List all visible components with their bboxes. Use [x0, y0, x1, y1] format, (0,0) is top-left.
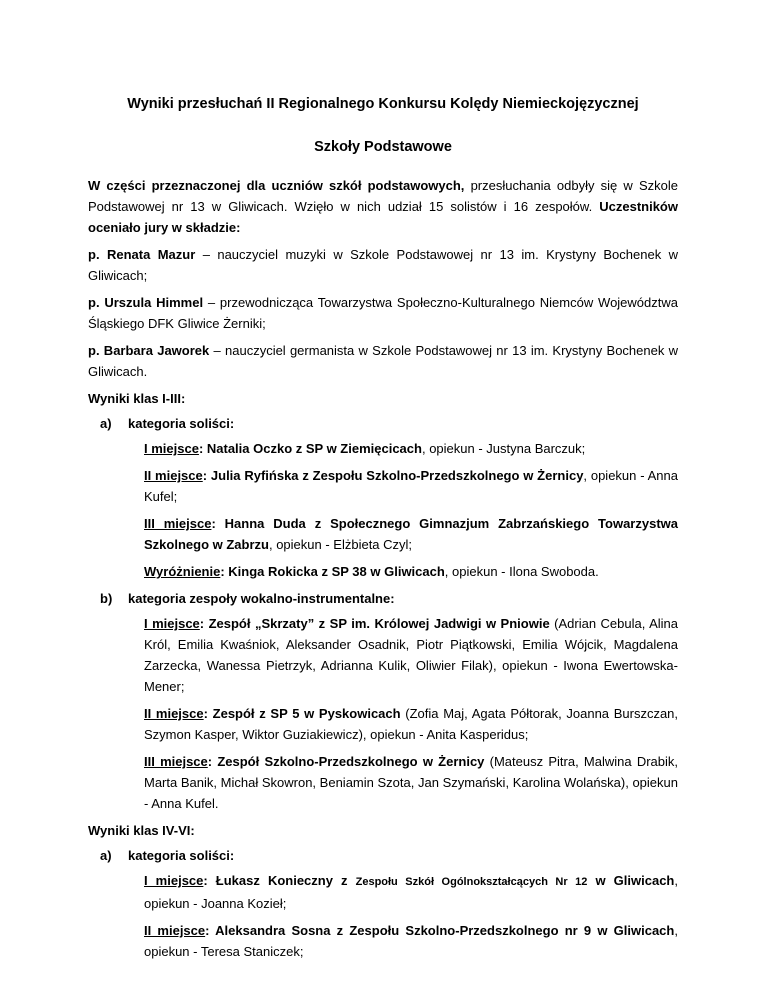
- result-winner: : Aleksandra Sosna z Zespołu Szkolno-Przedszkolnego nr 9 w Gliwicach: [205, 923, 675, 938]
- result-details: , opiekun - Ilona Swoboda.: [444, 564, 599, 579]
- intro-paragraph: [88, 175, 678, 238]
- result-details: , opiekun - Teresa Staniczek;: [144, 923, 678, 959]
- result-entry: [144, 561, 678, 582]
- jury-member-desc: – przewodnicząca Towarzystwa Społeczno-Kulturalnego Niemców Województwa Śląskiego DFK Gliwice Żerniki;: [88, 295, 678, 331]
- result-details: (Mateusz Pitra, Malwina Drabik, Marta Banik, Michał Skowron, Beniamin Szota, Jan Szymański, Karolina Wolańska), opiekun - Anna Kufel.: [144, 754, 679, 811]
- section-heading: Wyniki klas I-III:: [88, 391, 186, 406]
- document-subtitle: Szkoły Podstawowe: [314, 139, 452, 155]
- jury-member-name: p. Barbara Jaworek: [88, 343, 210, 358]
- result-winner: : Hanna Duda z Społecznego Gimnazjum Zabrzańskiego Towarzystwa Szkolnego w Zabrzu: [144, 516, 678, 552]
- result-details: , opiekun - Joanna Kozieł;: [144, 873, 678, 911]
- result-place: II miejsce: [144, 923, 206, 938]
- result-entry: [144, 870, 678, 914]
- result-school-small: Zespołu Szkół Ogólnokształcących Nr 12: [355, 876, 588, 888]
- result-winner: : Zespół Szkolno-Przedszkolnego w Żernicy: [207, 754, 485, 769]
- intro-text: przesłuchania odbyły się w Szkole Podstawowej nr 13 w Gliwicach. Wzięło w nich udział 15 solistów i 16 zespołów.: [88, 178, 678, 214]
- category-heading: [88, 413, 678, 434]
- result-entry: [144, 920, 678, 962]
- section-heading: Wyniki klas IV-VI:: [88, 823, 195, 838]
- result-entry: [144, 513, 678, 555]
- result-entry: [144, 613, 678, 697]
- result-entry: [144, 751, 678, 814]
- jury-member: [88, 244, 678, 286]
- result-place: I miejsce: [144, 873, 204, 888]
- result-details: , opiekun - Anna Kufel;: [144, 468, 678, 504]
- jury-member-name: p. Urszula Himmel: [88, 295, 204, 310]
- result-winner: : Julia Ryfińska z Zespołu Szkolno-Przedszkolnego w Żernicy: [202, 468, 584, 483]
- result-place: II miejsce: [144, 468, 203, 483]
- result-entry: [144, 438, 678, 459]
- category-label: a): [100, 416, 112, 431]
- category-heading: [88, 845, 678, 866]
- result-details: (Adrian Cebula, Alina Król, Emilia Kwaśniok, Aleksander Osadnik, Piotr Piątkowski, Emilia Wójcik, Magdalena Zarzecka, Wanessa Pietrzyk, Adrianna Kulik, Oliwier Filak), opiekun - Iwona Ewertowska-Mener;: [144, 616, 678, 694]
- document-content: [88, 94, 678, 968]
- jury-member-desc: – nauczyciel muzyki w Szkole Podstawowej nr 13 im. Krystyny Bochenek w Gliwicach;: [88, 247, 679, 283]
- category-name: kategoria soliści:: [128, 848, 235, 863]
- category-heading: [88, 588, 678, 609]
- result-place: III miejsce: [144, 516, 212, 531]
- category-name: kategoria zespoły wokalno-instrumentalne:: [128, 591, 395, 606]
- jury-member: [88, 292, 678, 334]
- result-details: (Zofia Maj, Agata Półtorak, Joanna Burszczan, Szymon Kasper, Wiktor Guziakiewicz), opiekun - Anita Kasperidus;: [144, 706, 679, 742]
- result-place: II miejsce: [144, 706, 204, 721]
- result-place: Wyróżnienie: [144, 564, 221, 579]
- result-place: I miejsce: [144, 441, 199, 456]
- document-title: Wyniki przesłuchań II Regionalnego Konkursu Kolędy Niemieckojęzycznej: [127, 96, 639, 112]
- result-place: III miejsce: [144, 754, 208, 769]
- jury-heading: Uczestników oceniało jury w składzie:: [88, 199, 678, 235]
- result-entry: [144, 703, 678, 745]
- jury-member: [88, 340, 678, 382]
- result-details: , opiekun - Elżbieta Czyl;: [268, 537, 413, 552]
- result-winner: : Zespół z SP 5 w Pyskowicach: [203, 706, 401, 721]
- result-entry: [144, 465, 678, 507]
- jury-member-desc: – nauczyciel germanista w Szkole Podstawowej nr 13 im. Krystyny Bochenek w Gliwicach.: [88, 343, 678, 379]
- result-place: I miejsce: [144, 616, 200, 631]
- jury-member-name: p. Renata Mazur: [88, 247, 196, 262]
- result-winner: : Łukasz Konieczny z: [203, 873, 356, 888]
- category-label: b): [100, 591, 113, 606]
- result-winner: : Kinga Rokicka z SP 38 w Gliwicach: [220, 564, 445, 579]
- result-winner: : Natalia Oczko z SP w Ziemięcicach: [198, 441, 422, 456]
- category-label: a): [100, 848, 112, 863]
- intro-bold: W części przeznaczonej dla uczniów szkół podstawowych,: [88, 178, 465, 193]
- result-winner-city: w Gliwicach: [587, 873, 675, 888]
- result-details: , opiekun - Justyna Barczuk;: [421, 441, 586, 456]
- result-winner: : Zespół „Skrzaty” z SP im. Królowej Jadwigi w Pniowie: [199, 616, 550, 631]
- category-name: kategoria soliści:: [128, 416, 235, 431]
